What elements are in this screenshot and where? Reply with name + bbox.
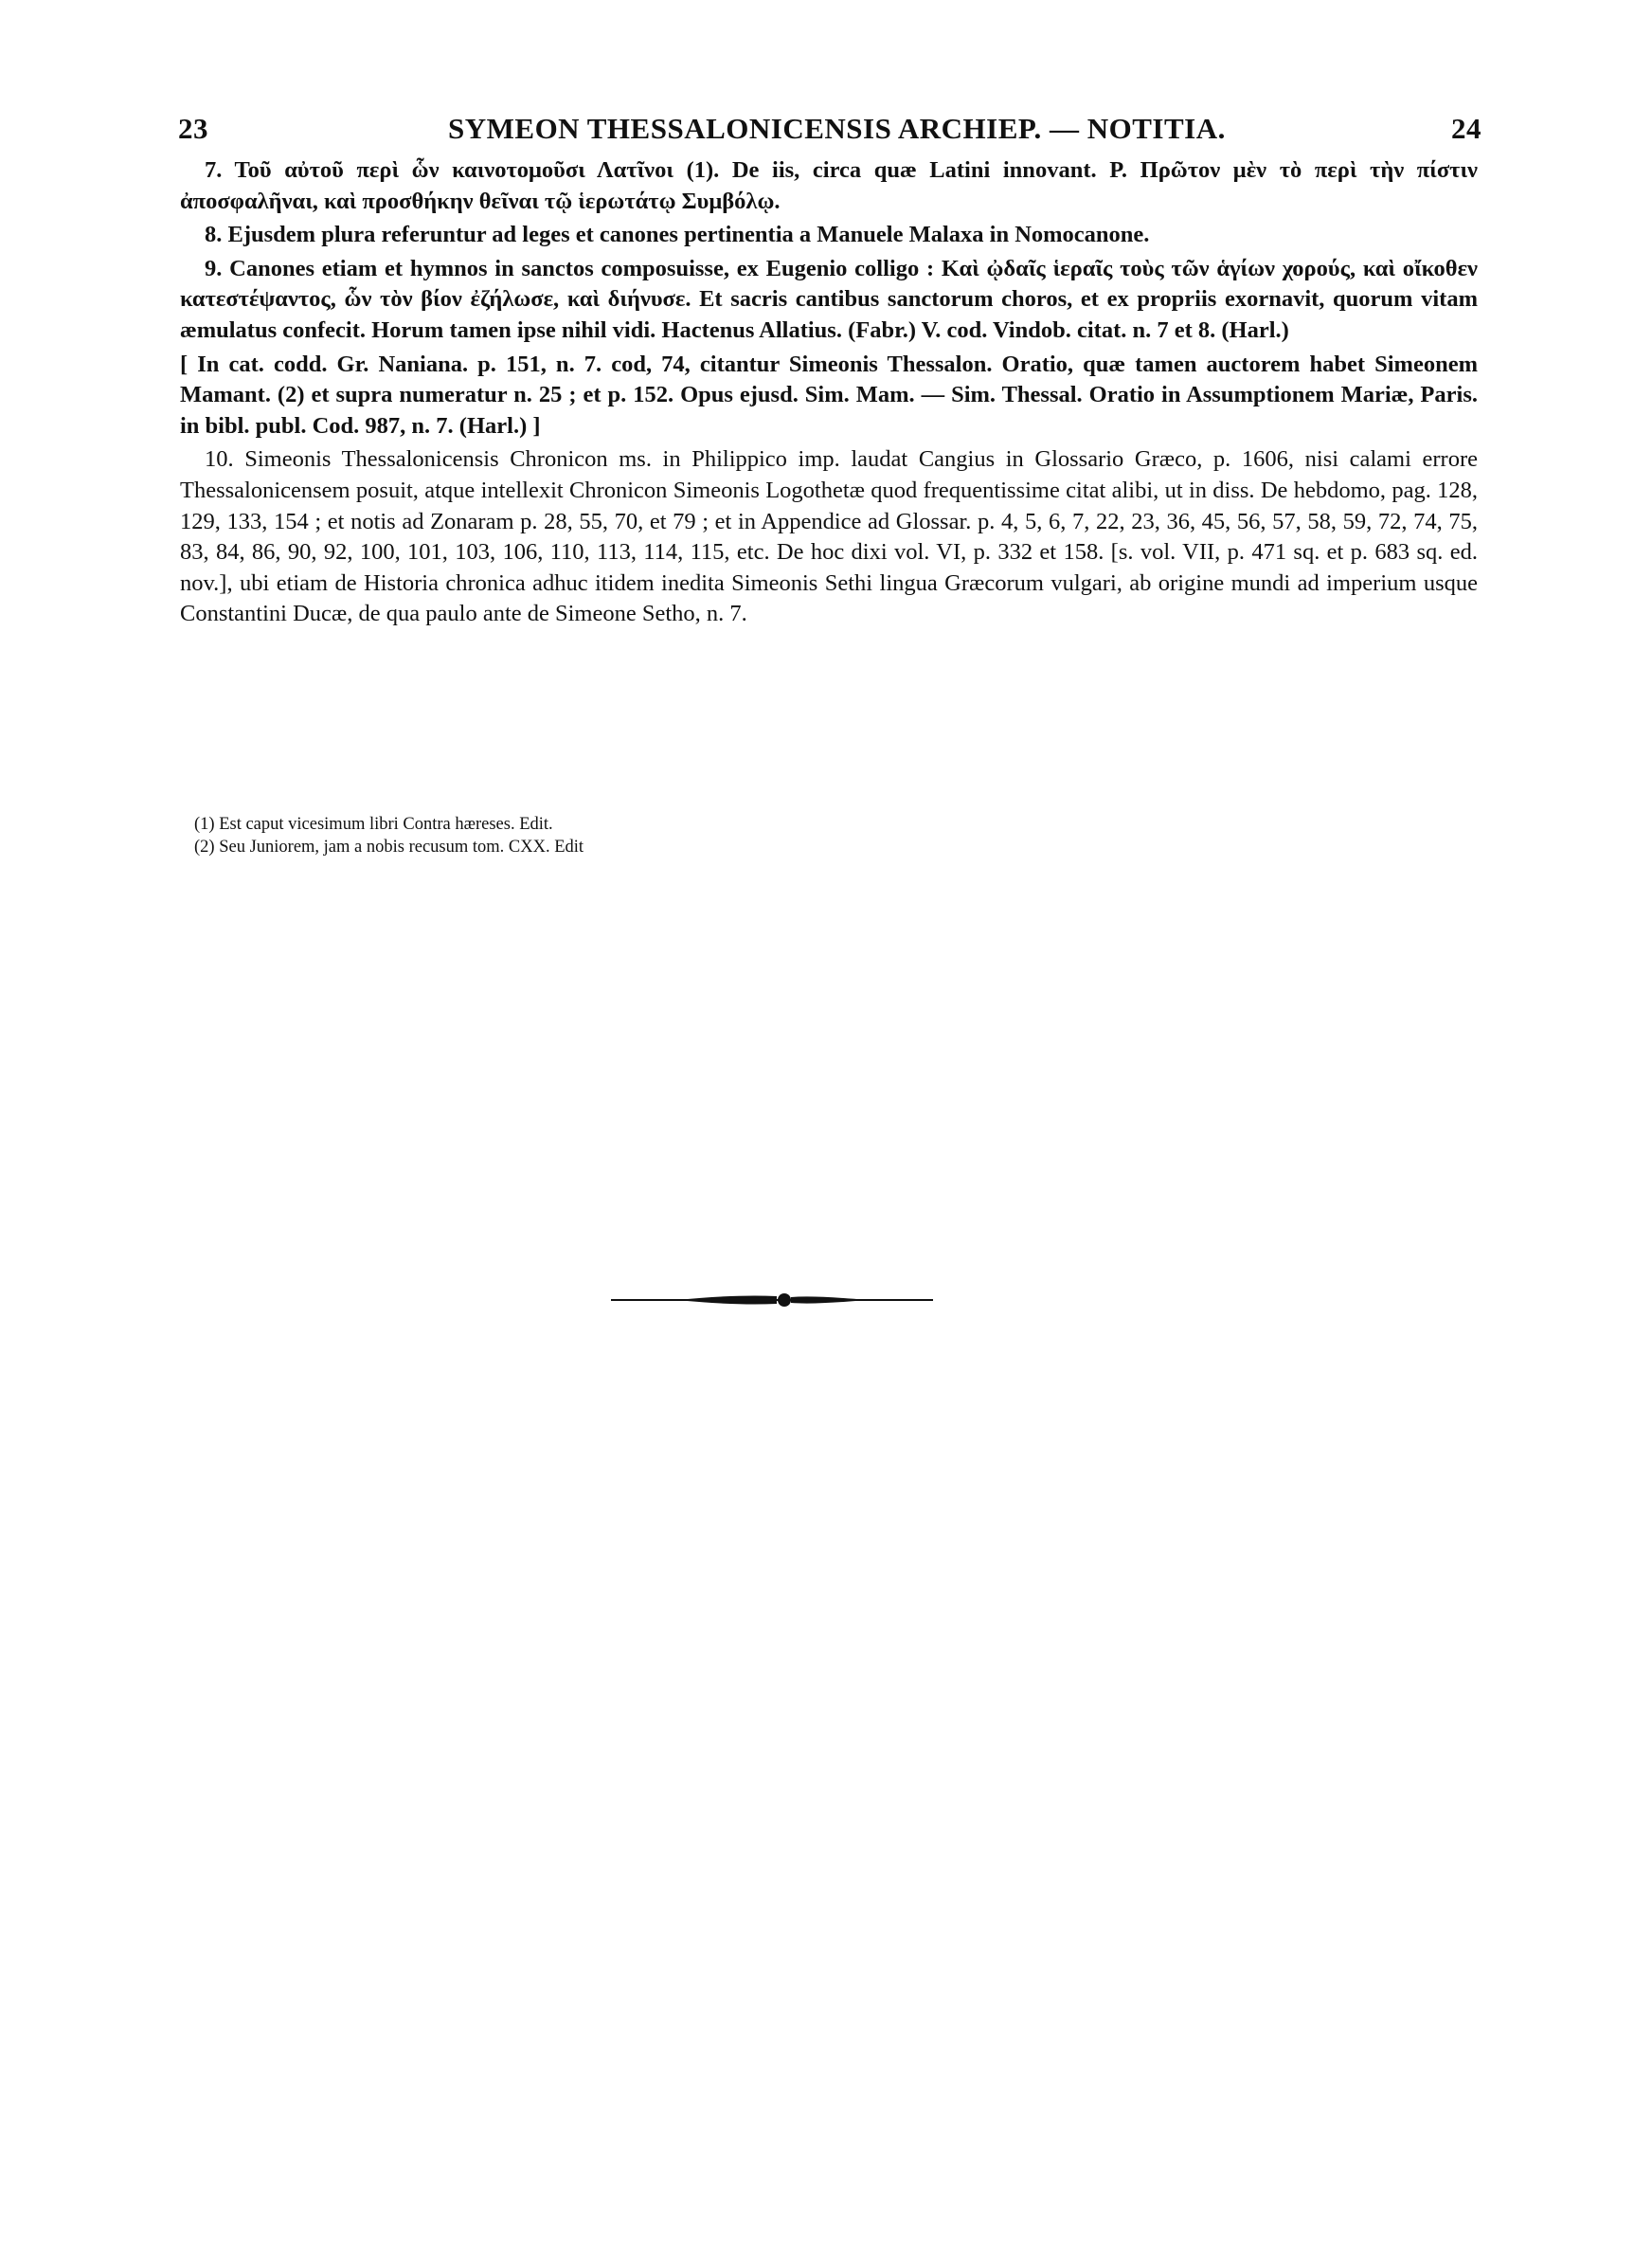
paragraph-8: 8. Ejusdem plura referuntur ad leges et canones pertinentia a Manuele Malaxa in Nomocanone. [205, 222, 1150, 248]
end-ornament [611, 1289, 933, 1311]
page-number-left: 23 [178, 112, 208, 145]
footnotes [194, 813, 1047, 858]
paragraph-9: 9. Canones etiam et hymnos in sanctos composuisse, ex Eugenio colligo : Καὶ ᾠδαῖς ἱεραῖς τοὺς τῶν ἁγίων χορούς, καὶ οἴκοθεν κατεστέψαντος, ὧν τὸν βίον ἐζήλωσε, καὶ διήνυσε. Et sacris cantibus sanctorum choros, et ex propriis exornavit, quorum vitam æmulatus confecit. Horum tamen ipse nihil vidi. Hactenus Allatius. (Fabr.) V. cod. Vindob. citat. n. 7 et 8. (Harl.) [180, 255, 1478, 343]
body-text [180, 155, 1478, 630]
page-number-right: 24 [1451, 112, 1481, 145]
footnote-1: (1) Est caput vicesimum libri Contra hæreses. Edit. [194, 815, 553, 834]
running-header [178, 112, 1481, 155]
footnote-2: (2) Seu Juniorem, jam a nobis recusum tom. CXX. Edit [194, 838, 584, 857]
paragraph-7: 7. Τοῦ αὐτοῦ περὶ ὧν καινοτομοῦσι Λατῖνοι (1). De iis, circa quæ Latini innovant. P. Πρῶτον μὲν τὸ περὶ τὴν πίστιν ἀποσφαλῆναι, καὶ προσθήκην θεῖναι τῷ ἱερωτάτῳ Συμβόλῳ. [180, 157, 1478, 214]
page-content [178, 112, 1481, 633]
running-title: SYMEON THESSALONICENSIS ARCHIEP. — NOTITIA. [448, 112, 1226, 145]
bracketed-note: [ In cat. codd. Gr. Naniana. p. 151, n. 7. cod, 74, citantur Simeonis Thessalon. Oratio, quæ tamen auctorem habet Simeonem Mamant. (2) et supra numeratur n. 25 ; et p. 152. Opus ejusd. Sim. Mam. — Sim. Thessal. Oratio in Assumptionem Mariæ, Paris. in bibl. publ. Cod. 987, n. 7. (Harl.) ] [180, 351, 1478, 439]
paragraph-10: 10. Simeonis Thessalonicensis Chronicon ms. in Philippico imp. laudat Cangius in Glossario Græco, p. 1606, nisi calami errore Thessalonicensem posuit, atque intellexit Chronicon Simeonis Logothetæ quod frequentissime citat alibi, ut in diss. De hebdomo, pag. 128, 129, 133, 154 ; et notis ad Zonaram p. 28, 55, 70, et 79 ; et in Appendice ad Glossar. p. 4, 5, 6, 7, 22, 23, 36, 45, 56, 57, 58, 59, 72, 74, 75, 83, 84, 86, 90, 92, 100, 101, 103, 106, 110, 113, 114, 115, etc. De hoc dixi vol. VI, p. 332 et 158. [s. vol. VII, p. 471 sq. et p. 683 sq. ed. nov.], ubi etiam de Historia chronica adhuc itidem inedita Simeonis Sethi lingua Græcorum vulgari, ab origine mundi ad imperium usque Constantini Ducæ, de qua paulo ante de Simeone Setho, n. 7. [180, 446, 1478, 627]
